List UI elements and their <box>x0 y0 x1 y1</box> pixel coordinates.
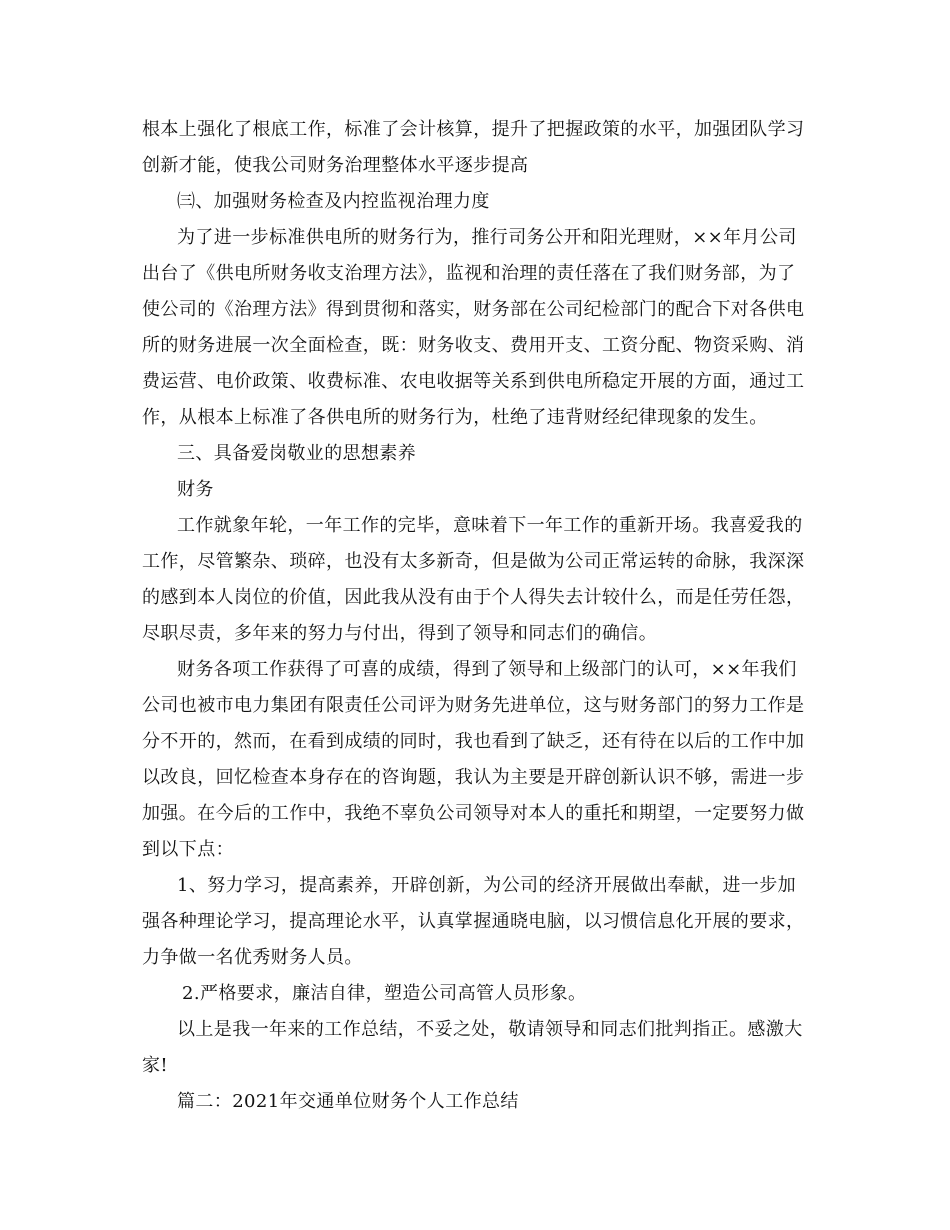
text-line: 为了进一步标准供电所的财务行为，推行司务公开和阳光理财，××年月公司 <box>177 227 797 248</box>
text-line: 工作，尽管繁杂、琐碎，也没有太多新奇，但是做为公司正常运转的命脉，我深深 <box>142 551 805 572</box>
text-line: 到以下点： <box>142 839 234 860</box>
text-line: 作，从根本上标准了各供电所的财务行为，杜绝了违背财经纪律现象的发生。 <box>142 407 768 428</box>
text-line: 财务 <box>177 479 214 500</box>
section-heading: 三、具备爱岗敬业的思想素养 <box>177 443 417 464</box>
text-line: 以上是我一年来的工作总结，不妥之处，敬请领导和同志们批判指正。感激大 <box>177 1019 803 1040</box>
text-line: 以改良，回忆检查本身存在的咨询题，我认为主要是开辟创新认识不够，需进一步 <box>142 767 805 788</box>
text-line: 的感到本人岗位的价值，因此我从没有由于个人得失去计较什么，而是任劳任怨， <box>142 587 805 608</box>
text-line: 费运营、电价政策、收费标准、农电收据等关系到供电所稳定开展的方面，通过工 <box>142 371 805 392</box>
text-line: 分不开的，然而，在看到成绩的同时，我也看到了缺乏，还有待在以后的工作中加 <box>142 731 805 752</box>
list-item: 1、努力学习，提高素养，开辟创新，为公司的经济开展做出奉献，进一步加 <box>177 875 797 896</box>
section-heading: ㈢、加强财务检查及内控监视治理力度 <box>177 191 490 212</box>
text-line: 尽职尽责，多年来的努力与付出，得到了领导和同志们的确信。 <box>142 623 658 644</box>
text-line: 力争做一名优秀财务人员。 <box>142 947 363 968</box>
text-line: 使公司的《治理方法》得到贯彻和落实，财务部在公司纪检部门的配合下对各供电 <box>142 299 805 320</box>
text-line: 创新才能，使我公司财务治理整体水平逐步提高 <box>142 155 529 176</box>
text-line: 根本上强化了根底工作，标准了会计核算，提升了把握政策的水平，加强团队学习 <box>142 119 805 140</box>
text-line: 公司也被市电力集团有限责任公司评为财务先进单位，这与财务部门的努力工作是 <box>142 695 805 716</box>
text-line: 工作就象年轮，一年工作的完毕，意味着下一年工作的重新开场。我喜爱我的 <box>177 515 803 536</box>
text-line: 出台了《供电所财务收支治理方法》，监视和治理的责任落在了我们财务部，为了 <box>142 263 796 284</box>
text-line: 所的财务进展一次全面检查，既：财务收支、费用开支、工资分配、物资采购、消 <box>142 335 805 356</box>
text-line: 家! <box>142 1055 169 1076</box>
text-line: 加强。在今后的工作中，我绝不辜负公司领导对本人的重托和期望，一定要努力做 <box>142 803 805 824</box>
list-item: 2.严格要求，廉洁自律，塑造公司高管人员形象。 <box>182 983 587 1004</box>
section-heading: 篇二：2021年交通单位财务个人工作总结 <box>177 1091 519 1112</box>
text-line: 财务各项工作获得了可喜的成绩，得到了领导和上级部门的认可，××年我们 <box>177 659 797 680</box>
text-line: 强各种理论学习，提高理论水平，认真掌握通晓电脑，以习惯信息化开展的要求， <box>142 911 805 932</box>
